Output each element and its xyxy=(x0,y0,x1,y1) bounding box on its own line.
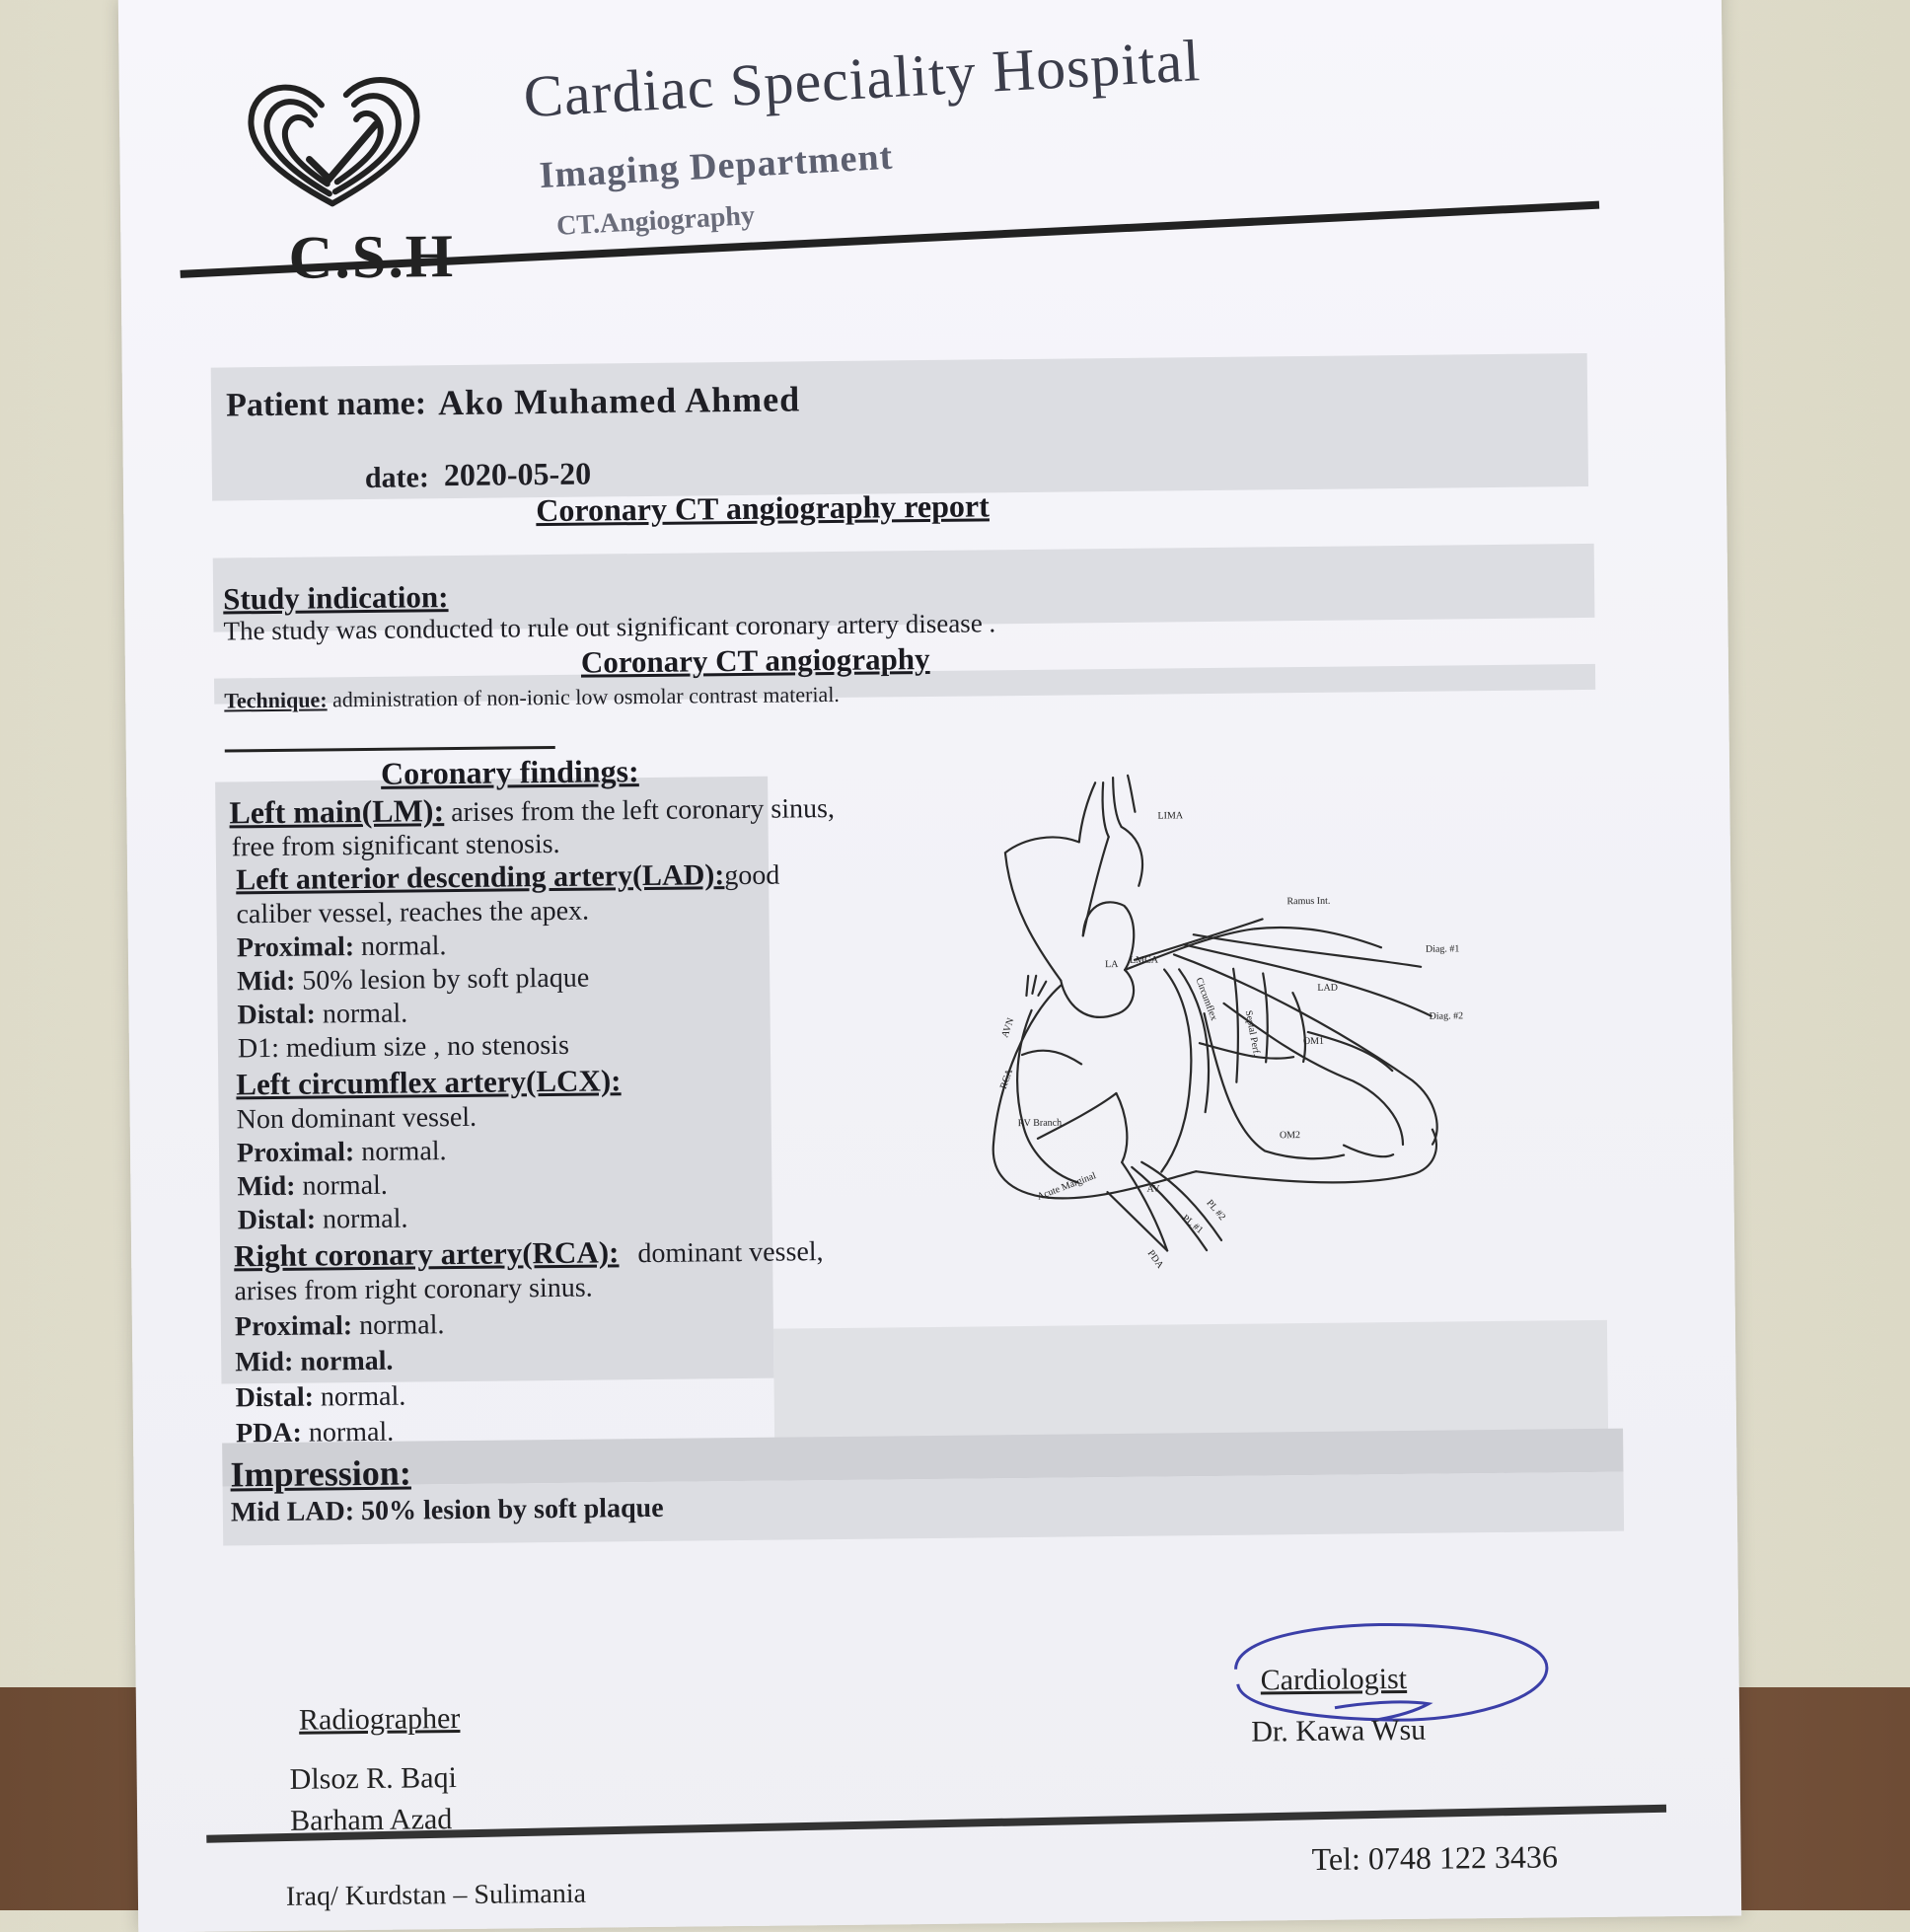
lad-label: Left anterior descending artery(LAD): xyxy=(235,858,725,897)
lad-text2: caliber vessel, reaches the apex. xyxy=(236,895,590,930)
findings-heading: Coronary findings: xyxy=(380,753,639,791)
lcx-proximal-label: Proximal: xyxy=(236,1137,355,1169)
rca-pda-label: PDA: xyxy=(235,1417,303,1449)
study-indication-text: The study was conducted to rule out significant coronary artery disease . xyxy=(223,608,996,646)
rca-text1: dominant vessel, xyxy=(637,1236,824,1270)
technique-label: Technique: xyxy=(224,687,328,713)
cardiologist-name: Dr. Kawa Wsu xyxy=(1251,1713,1427,1748)
rca-mid-value: normal. xyxy=(300,1345,394,1377)
diagram-label-ramus: Ramus Int. xyxy=(1286,895,1331,908)
footer-address: Iraq/ Kurdstan – Sulimania xyxy=(285,1878,587,1912)
lad-distal-label: Distal: xyxy=(237,999,317,1031)
diagram-label-lad: LAD xyxy=(1317,982,1338,994)
lm-text2: free from significant stenosis. xyxy=(231,828,560,863)
logo-text: C.S.H xyxy=(288,223,456,292)
technique-text: administration of non-ionic low osmolar contrast material. xyxy=(331,681,840,712)
lad-distal-value: normal. xyxy=(322,998,408,1030)
diagram-label-lima: LIMA xyxy=(1157,810,1184,822)
diagram-label-om2: OM2 xyxy=(1279,1130,1301,1142)
radiographer-label: Radiographer xyxy=(298,1702,461,1737)
diagram-label-om1: OM1 xyxy=(1302,1035,1325,1048)
report-title: Coronary CT angiography report xyxy=(536,487,990,529)
diagram-label-la: LA xyxy=(1105,959,1119,971)
department-name: Imaging Department xyxy=(538,135,895,197)
rca-pda-value: normal. xyxy=(308,1416,395,1449)
diagram-label-septal: Septal Perf. xyxy=(1242,1009,1263,1058)
diagram-label-pl2: PL #2 xyxy=(1204,1197,1228,1224)
rca-proximal-value: normal. xyxy=(358,1309,445,1342)
lcx-mid-value: normal. xyxy=(302,1169,388,1202)
diagram-label-av: AV xyxy=(1146,1183,1160,1195)
diagram-label-pl1: PL #1 xyxy=(1179,1213,1206,1236)
radiographer-name-1: Dlsoz R. Baqi xyxy=(289,1761,458,1796)
patient-name-value: Ako Muhamed Ahmed xyxy=(437,379,801,423)
subdepartment-name: CT.Angiography xyxy=(555,200,756,242)
lad-proximal-label: Proximal: xyxy=(236,931,355,964)
rca-distal-value: normal. xyxy=(320,1380,406,1413)
lm-text1: arises from the left coronary sinus, xyxy=(450,793,836,829)
study-indication-heading: Study indication: xyxy=(222,579,449,617)
diagram-label-lmca: LMCA xyxy=(1129,954,1159,966)
lcx-proximal-value: normal. xyxy=(361,1136,447,1168)
lcx-label: Left circumflex artery(LCX): xyxy=(236,1063,622,1102)
date-label: date: xyxy=(364,461,430,494)
lcx-distal-label: Distal: xyxy=(237,1204,317,1236)
rca-label: Right coronary artery(RCA): xyxy=(233,1234,620,1274)
lad-mid-value: 50% lesion by soft plaque xyxy=(302,962,590,997)
diagram-label-rca: RCA xyxy=(997,1068,1016,1091)
cardiologist-label: Cardiologist xyxy=(1260,1662,1408,1697)
hospital-name: Cardiac Speciality Hospital xyxy=(522,28,1203,130)
impression-text: Mid LAD: 50% lesion by soft plaque xyxy=(230,1492,664,1528)
patient-name-label: Patient name: xyxy=(225,385,427,424)
diagram-label-diag1: Diag. #1 xyxy=(1425,943,1460,955)
lad-mid-label: Mid: xyxy=(237,965,296,998)
lcx-mid-label: Mid: xyxy=(237,1170,296,1203)
rca-text2: arises from right coronary sinus. xyxy=(234,1272,593,1307)
diagram-label-diag2: Diag. #2 xyxy=(1429,1010,1464,1022)
report-paper xyxy=(118,0,1741,1932)
diagram-label-avn: AVN xyxy=(999,1016,1017,1040)
lcx-text1: Non dominant vessel. xyxy=(236,1101,478,1136)
shade-band xyxy=(773,1320,1608,1448)
heart-check-logo-icon xyxy=(238,64,437,224)
rca-mid-label: Mid: xyxy=(235,1346,294,1378)
short-divider xyxy=(225,746,555,753)
diagram-label-acute-marginal: Acute Marginal xyxy=(1035,1170,1098,1203)
diagram-label-pda: PDA xyxy=(1144,1248,1166,1271)
lm-label: Left main(LM): xyxy=(229,792,445,831)
lad-d1: D1: medium size , no stenosis xyxy=(237,1029,570,1065)
radiographer-name-2: Barham Azad xyxy=(289,1803,453,1837)
date-value: 2020-05-20 xyxy=(443,455,592,493)
rca-distal-label: Distal: xyxy=(235,1381,315,1414)
rca-proximal-label: Proximal: xyxy=(234,1310,353,1343)
lcx-distal-value: normal. xyxy=(322,1203,408,1235)
lad-proximal-value: normal. xyxy=(360,930,447,963)
diagram-label-rv-branch: RV Branch xyxy=(1017,1117,1063,1130)
coronary-artery-diagram xyxy=(965,754,1523,1312)
technique-section-heading: Coronary CT angiography xyxy=(580,640,930,680)
lad-text1: good xyxy=(724,859,780,892)
footer-tel: Tel: 0748 122 3436 xyxy=(1311,1838,1559,1877)
diagram-label-circumflex: Circumflex xyxy=(1193,976,1219,1022)
impression-heading: Impression: xyxy=(230,1452,412,1495)
